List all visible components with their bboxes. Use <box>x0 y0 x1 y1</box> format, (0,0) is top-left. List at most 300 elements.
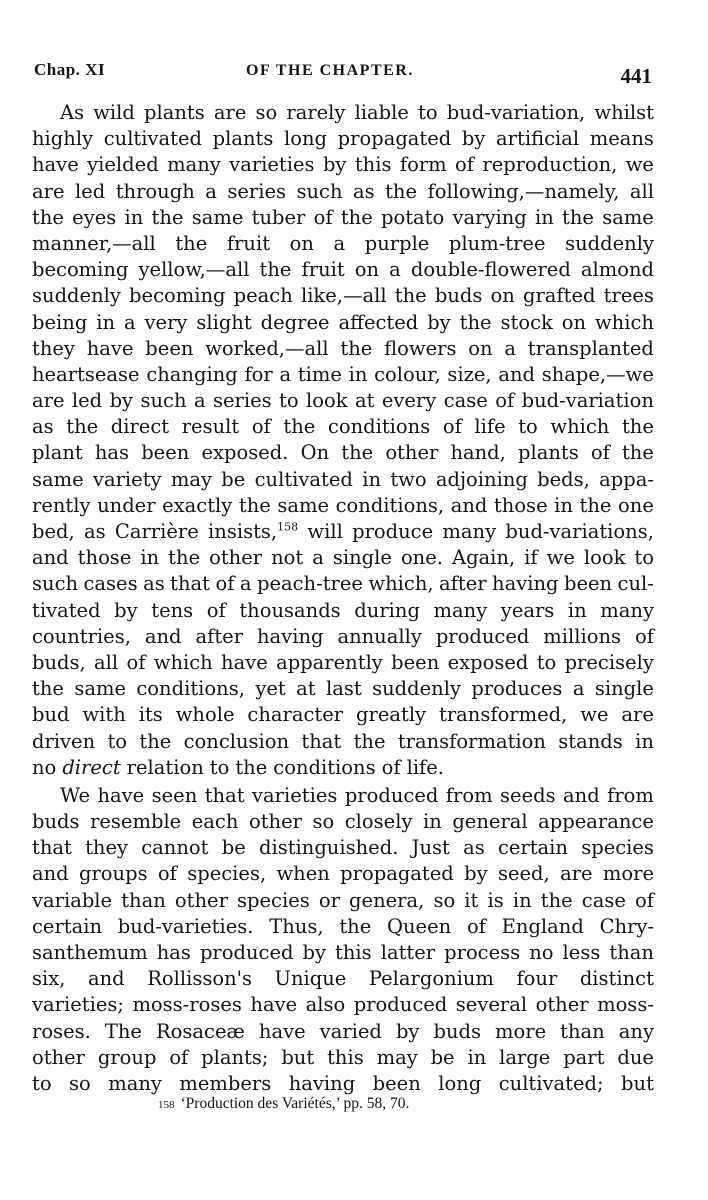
word: to <box>536 650 557 674</box>
word: a <box>312 546 324 570</box>
word: by <box>109 389 134 413</box>
word: on <box>354 258 380 282</box>
word: no <box>32 755 57 779</box>
text-line <box>32 388 654 414</box>
word: plum-tree <box>448 231 546 255</box>
word: Again, <box>451 546 516 570</box>
word: one <box>618 493 654 517</box>
word: such <box>296 179 343 203</box>
word: are <box>560 862 593 886</box>
word: in <box>467 1045 487 1069</box>
word: distinct <box>579 967 654 991</box>
word: on <box>490 284 515 308</box>
word: trees <box>603 284 654 308</box>
word: variety <box>92 467 162 491</box>
text-line <box>32 992 654 1018</box>
word: several <box>455 993 528 1017</box>
word: other <box>248 810 302 834</box>
word: in <box>554 493 573 517</box>
word: buds <box>32 810 80 834</box>
word: potato <box>380 205 445 229</box>
word: the <box>562 205 594 229</box>
word: more <box>495 1019 547 1043</box>
word: of <box>313 205 333 229</box>
word: cultivated <box>254 467 353 491</box>
word: but <box>281 1045 315 1069</box>
word: being <box>32 310 88 334</box>
word: part <box>563 1045 605 1069</box>
word: England <box>501 914 584 938</box>
word: yet <box>255 677 286 701</box>
word: after <box>439 572 487 596</box>
word: produced <box>344 783 439 807</box>
word: conditions, <box>136 677 245 701</box>
word: bud-variation, <box>446 101 586 124</box>
word: becoming <box>129 284 226 308</box>
word: of <box>466 914 486 938</box>
text-line <box>32 1045 654 1071</box>
word: driven <box>32 729 96 753</box>
word: as <box>352 179 375 203</box>
word: in <box>362 467 382 491</box>
word: produced <box>353 993 448 1017</box>
word: roses. <box>32 1019 91 1043</box>
word: four <box>516 967 558 991</box>
word: artificial <box>496 127 580 151</box>
word: plants <box>144 101 205 124</box>
word: which, <box>368 572 434 596</box>
text-line <box>32 205 654 231</box>
word: a <box>333 231 346 255</box>
word: hand, <box>450 441 506 465</box>
word: suddenly <box>565 231 654 255</box>
word: double-flowered <box>410 258 571 282</box>
word: the <box>339 914 372 938</box>
word: look <box>583 546 626 570</box>
text-line <box>32 493 654 519</box>
word: tuber <box>251 205 306 229</box>
word: every <box>381 389 437 413</box>
word: on <box>561 310 587 334</box>
word: manner,—all <box>32 231 156 255</box>
word: liable <box>354 101 409 124</box>
word: Rollisson's <box>147 967 252 991</box>
word: same <box>602 205 654 229</box>
word: they <box>85 836 129 860</box>
word: is <box>487 888 504 912</box>
word: a <box>504 336 516 360</box>
word: by <box>427 310 451 334</box>
word: such <box>32 572 79 596</box>
text-line <box>32 966 654 992</box>
text-line <box>32 362 654 388</box>
word: many <box>167 153 221 177</box>
word: stock <box>500 310 553 334</box>
word: having <box>288 1071 356 1095</box>
text-line <box>32 257 654 283</box>
word: reproduction, <box>482 153 618 177</box>
word: the <box>151 205 184 229</box>
text-line <box>32 100 654 126</box>
word: changing <box>146 362 238 386</box>
word: moss- <box>597 993 654 1017</box>
word: affected <box>338 310 419 334</box>
word: of <box>157 862 177 886</box>
word: in <box>423 810 442 834</box>
word: insists,$^{158}$ <box>208 520 299 543</box>
text-line <box>32 940 654 966</box>
word: on <box>289 231 314 255</box>
word: group <box>97 1045 157 1069</box>
word: The <box>104 1019 142 1043</box>
word: this <box>335 941 372 964</box>
word: varied <box>319 1019 382 1043</box>
word: this <box>327 1045 364 1069</box>
text-line <box>32 571 654 597</box>
word: are <box>32 179 65 203</box>
word: so <box>312 810 335 834</box>
word: whilst <box>594 101 654 124</box>
word: the <box>238 493 271 517</box>
word: having <box>492 572 559 596</box>
word: the <box>283 415 316 439</box>
text-line <box>32 336 654 362</box>
word: a <box>123 310 136 334</box>
word: and <box>563 783 600 807</box>
word: during <box>354 598 420 622</box>
word: santhemum <box>32 941 148 964</box>
word: due <box>617 1045 654 1069</box>
word: no <box>529 941 554 964</box>
word: of <box>215 572 235 596</box>
word: of <box>442 415 462 439</box>
word: cul- <box>617 572 654 596</box>
word: in <box>140 546 160 570</box>
word: seen <box>151 783 198 807</box>
text-line <box>32 1019 654 1045</box>
text-line <box>32 650 654 676</box>
word: years <box>500 598 555 622</box>
word: of <box>635 624 654 648</box>
word: same <box>277 493 330 517</box>
word: to <box>634 546 654 570</box>
word: like,—all <box>300 284 387 308</box>
word: have <box>32 153 79 177</box>
book-page <box>32 50 654 1097</box>
word: its <box>138 703 163 727</box>
word: form <box>399 153 447 177</box>
word: having <box>257 624 324 648</box>
word: may <box>376 1045 418 1069</box>
word: whole <box>175 703 235 727</box>
word: cultivated; <box>498 1071 604 1095</box>
word: that <box>170 572 211 596</box>
word: each <box>191 810 239 834</box>
word: genera, <box>349 888 425 912</box>
word: under <box>97 493 156 517</box>
word: with <box>82 703 126 727</box>
word: fruit <box>301 258 345 282</box>
word: purple <box>364 231 430 255</box>
word: single <box>594 677 654 701</box>
word: the <box>66 415 99 439</box>
word: grafted <box>523 284 596 308</box>
word: On <box>300 441 330 465</box>
word: plants; <box>201 1045 269 1069</box>
word: a <box>572 677 585 701</box>
word: species <box>237 888 310 912</box>
word: varieties; <box>32 993 124 1017</box>
word: stands <box>558 729 623 753</box>
word: peach-tree <box>256 572 363 596</box>
word: led <box>74 179 106 203</box>
word: the <box>235 755 268 779</box>
text-line <box>32 467 654 493</box>
word: on <box>468 336 493 360</box>
word: that <box>204 783 245 807</box>
word: plants <box>212 127 274 151</box>
word: propagated <box>337 127 452 151</box>
word: by <box>395 1019 420 1043</box>
word: or <box>318 888 340 912</box>
word: of <box>206 598 226 622</box>
word: than <box>121 888 166 912</box>
word: in <box>635 729 654 753</box>
word: yellow,—all <box>138 258 250 282</box>
word: we <box>546 546 575 570</box>
word: been <box>391 650 440 674</box>
word: becoming <box>32 258 129 282</box>
word: transformation <box>397 729 546 753</box>
word: other <box>32 1045 85 1069</box>
word: long <box>284 127 328 151</box>
word: as <box>84 520 106 543</box>
word: been <box>141 441 190 465</box>
word: species <box>581 836 654 860</box>
word: less <box>562 941 601 964</box>
word: six, <box>32 967 66 991</box>
word: fruit <box>226 231 271 255</box>
word: appa- <box>599 467 654 491</box>
word: they <box>32 336 75 360</box>
word: when <box>276 862 330 886</box>
word: those <box>77 546 132 570</box>
word: from <box>445 783 493 807</box>
word: conditions <box>273 755 376 779</box>
page-header <box>32 50 654 90</box>
word: produce <box>352 520 434 543</box>
word: by <box>461 127 486 151</box>
word: of <box>169 1045 189 1069</box>
word: series <box>212 389 272 413</box>
text-line <box>32 1071 654 1097</box>
word: rarely <box>286 101 346 124</box>
word: countries, <box>32 624 131 648</box>
word: size, <box>447 362 492 386</box>
word: been <box>145 336 194 360</box>
text-line <box>32 624 654 650</box>
word: relation <box>126 755 204 779</box>
word: of <box>251 415 271 439</box>
word: cultivated <box>103 127 203 151</box>
word: groups <box>79 862 148 886</box>
text-line <box>32 755 654 781</box>
word: suddenly <box>32 284 121 308</box>
word: are <box>621 703 654 727</box>
word: by <box>302 941 326 964</box>
word: many <box>600 598 654 622</box>
word: the <box>168 546 201 570</box>
word: will <box>307 520 343 543</box>
word: greatly <box>356 703 427 727</box>
text-line <box>32 545 654 571</box>
word: so <box>255 101 278 124</box>
word: conditions, <box>335 493 445 517</box>
word: other <box>535 993 589 1017</box>
word: character <box>247 703 344 727</box>
word: the <box>621 441 654 465</box>
word: at <box>354 389 375 413</box>
word: in <box>534 205 554 229</box>
word: highly <box>32 127 94 151</box>
word: are <box>32 389 65 413</box>
word: as <box>32 415 54 439</box>
word: in <box>567 598 587 622</box>
word: of <box>381 755 401 779</box>
word: moss-roses <box>132 993 242 1017</box>
word: transformed, <box>439 703 568 727</box>
text-line <box>32 519 654 545</box>
word: closely <box>344 810 413 834</box>
text-line <box>32 440 654 466</box>
word: the <box>32 205 64 229</box>
word: such <box>140 389 187 413</box>
word: worked,—all <box>205 336 329 360</box>
word: Just <box>411 836 450 860</box>
word: many <box>108 1071 162 1095</box>
text-line <box>32 809 654 835</box>
word: to <box>418 101 438 124</box>
word: process <box>444 941 521 964</box>
word: apparently <box>276 650 383 674</box>
word: as <box>143 572 165 596</box>
text-line <box>32 835 654 861</box>
word: certain <box>497 836 568 860</box>
word: look <box>306 389 348 413</box>
word: tivated <box>32 598 101 622</box>
word: that <box>301 729 342 753</box>
word: may <box>170 467 212 491</box>
word: conclusion <box>183 729 290 753</box>
word: to <box>32 1071 52 1095</box>
word: long <box>438 1071 482 1095</box>
word: a <box>239 572 252 596</box>
word: it <box>464 888 479 912</box>
word: and <box>450 493 488 517</box>
word: varieties <box>252 783 338 807</box>
word: bud-variations, <box>505 520 654 543</box>
text-line <box>32 152 654 178</box>
chapter-label: Chap. XI <box>34 60 106 79</box>
word: varieties <box>229 153 315 177</box>
word: through <box>115 179 195 203</box>
word: same <box>191 205 244 229</box>
word: by <box>464 862 488 886</box>
word: at <box>296 677 316 701</box>
word: this <box>354 153 392 177</box>
word: life. <box>406 755 445 779</box>
word: tens <box>151 598 194 622</box>
word: of <box>635 888 654 912</box>
word: and <box>498 362 536 386</box>
word: propagated <box>340 862 454 886</box>
word: As <box>60 101 85 124</box>
word: produces <box>471 677 563 701</box>
word: of <box>495 389 515 413</box>
word: of <box>126 650 146 674</box>
word: single <box>332 546 392 570</box>
word: same <box>74 677 126 701</box>
word: one. <box>400 546 443 570</box>
word: case <box>443 389 488 413</box>
word: variable <box>32 888 113 912</box>
page-number: 441 <box>620 64 652 88</box>
word: very <box>144 310 188 334</box>
word: have <box>250 993 298 1017</box>
word: large <box>499 1045 551 1069</box>
word: thousands <box>239 598 341 622</box>
word: any <box>618 1019 654 1043</box>
word: millions <box>543 624 622 648</box>
word: by <box>114 598 138 622</box>
word: of <box>455 153 474 177</box>
word: distinguished. <box>258 836 399 860</box>
word: and <box>32 546 69 570</box>
word: as <box>463 836 485 860</box>
word: which <box>550 415 610 439</box>
footnote <box>158 1095 409 1113</box>
word: be <box>221 467 246 491</box>
text-line <box>32 126 654 152</box>
word: be <box>221 836 246 860</box>
word: bud-variation <box>521 389 654 413</box>
word: degree <box>260 310 330 334</box>
word: the <box>385 179 418 203</box>
word: colour, <box>374 362 441 386</box>
word: those <box>493 493 548 517</box>
word: has <box>94 441 130 465</box>
word: the <box>341 441 374 465</box>
word: a <box>279 362 292 386</box>
word: yielded <box>87 153 159 177</box>
word: other <box>385 441 439 465</box>
word: the <box>175 231 208 255</box>
word: in <box>348 362 368 386</box>
word: Queen <box>387 914 452 938</box>
word: are <box>213 101 247 124</box>
text-line <box>32 179 654 205</box>
running-title: OF THE CHAPTER. <box>246 62 414 79</box>
word: in <box>96 310 116 334</box>
word: has <box>156 941 191 964</box>
word: seeds <box>500 783 556 807</box>
word: other <box>174 888 228 912</box>
text-line <box>32 861 654 887</box>
word: the <box>32 677 64 701</box>
word: Rosaceæ <box>156 1019 245 1043</box>
word: time <box>297 362 342 386</box>
text-line <box>32 702 654 728</box>
